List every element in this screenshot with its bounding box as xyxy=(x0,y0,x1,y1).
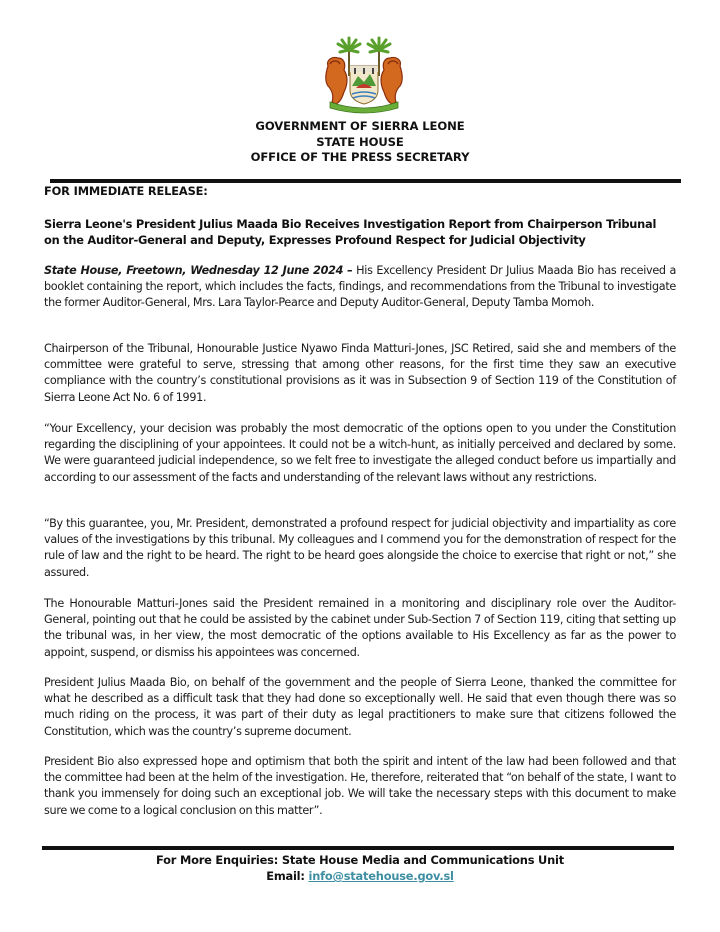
lion-right-icon xyxy=(381,57,402,104)
government-title: GOVERNMENT OF SIERRA LEONE xyxy=(255,119,465,133)
email-link[interactable]: info@statehouse.gov.sl xyxy=(308,869,454,883)
paragraph-3: “Your Excellency, your decision was probably the most democratic of the options open to you under the Constitution regarding the disciplining of your appointees. It could not be a witch-hunt, as initially perceived and declared by some. We were guaranteed judicial independence, so we felt free to investigate the alleged conduct before us impartially and according to our assessment of the facts and understanding of the relevant laws without any restrictions. xyxy=(44,422,676,484)
top-divider xyxy=(50,179,681,183)
paragraph-2: Chairperson of the Tribunal, Honourable Justice Nyawo Finda Matturi-Jones, JSC Retired, said she and members of the committee were grateful to serve, stressing that among other reasons, for the first time they saw an executive compliance with the country’s constitutional provisions as it was in Subsection 9 of Section 119 of the Constitution of Sierra Leone Act No. 6 of 1991. xyxy=(44,342,676,404)
email-line xyxy=(0,868,720,884)
release-label: FOR IMMEDIATE RELEASE: xyxy=(44,184,208,198)
paragraph-1-text: His Excellency President Dr Julius Maada Bio has received a booklet containing the report, which includes the facts, findings, and recommendations from the Tribunal to investigate the former Auditor-General, Mrs. Lara Taylor-Pearce and Deputy Auditor-General, Deputy Tamba Momoh. xyxy=(44,264,676,310)
dateline: State House, Freetown, Wednesday 12 June 2024 – xyxy=(44,264,353,277)
shield-icon xyxy=(350,66,378,104)
paragraph-6: President Julius Maada Bio, on behalf of the government and the people of Sierra Leone, thanked the committee for what he described as a difficult task that they had done so exceptionally well. He said that even though there was so much riding on the process, it was part of their duty as legal practitioners to make sure that citizens followed the Constitution, which was the country’s supreme document. xyxy=(44,676,676,738)
paragraph-7: President Bio also expressed hope and optimism that both the spirit and intent of the law had been followed and that the committee had been at the helm of the investigation. He, therefore, reiterated that “on behalf of the state, I want to thank you immensely for doing such an exceptional job. We will take the necessary steps with this document to make sure we come to a logical conclusion on this matter”. xyxy=(44,755,676,817)
coat-of-arms-icon xyxy=(322,36,406,116)
footer xyxy=(0,852,720,884)
state-house-title: STATE HOUSE xyxy=(316,134,404,149)
masthead xyxy=(0,119,720,166)
press-office-title: OFFICE OF THE PRESS SECRETARY xyxy=(250,150,470,165)
paragraph-4: “By this guarantee, you, Mr. President, demonstrated a profound respect for judicial objectivity and impartiality as core values of the investigations by this tribunal. My colleagues and I commend you for the demonstration of respect for the rule of law and the right to be heard. The right to be heard goes alongside the choice to exercise that right or not,” she assured. xyxy=(44,517,676,579)
email-label: Email: xyxy=(266,869,309,883)
bottom-divider xyxy=(42,846,674,850)
headline-line-1: Sierra Leone's President Julius Maada Bio Receives Investigation Report from Chairperson Tribunal xyxy=(44,217,657,231)
headline xyxy=(44,216,684,248)
enquiries-text: For More Enquiries: State House Media and Communications Unit xyxy=(156,853,564,867)
paragraph-1 xyxy=(44,263,676,312)
headline-line-2: on the Auditor-General and Deputy, Expresses Profound Respect for Judicial Objectivity xyxy=(44,233,586,247)
paragraph-5: The Honourable Matturi-Jones said the President remained in a monitoring and disciplinary role over the Auditor-General, pointing out that he could be assisted by the cabinet under Sub-Section 7 of Section 119, citing that setting up the tribunal was, in her view, the most democratic of the options available to His Excellency as far as the power to appoint, suspend, or dismiss his appointees was concerned. xyxy=(44,597,676,659)
coat-of-arms-emblem xyxy=(322,36,406,116)
lion-left-icon xyxy=(326,57,347,104)
